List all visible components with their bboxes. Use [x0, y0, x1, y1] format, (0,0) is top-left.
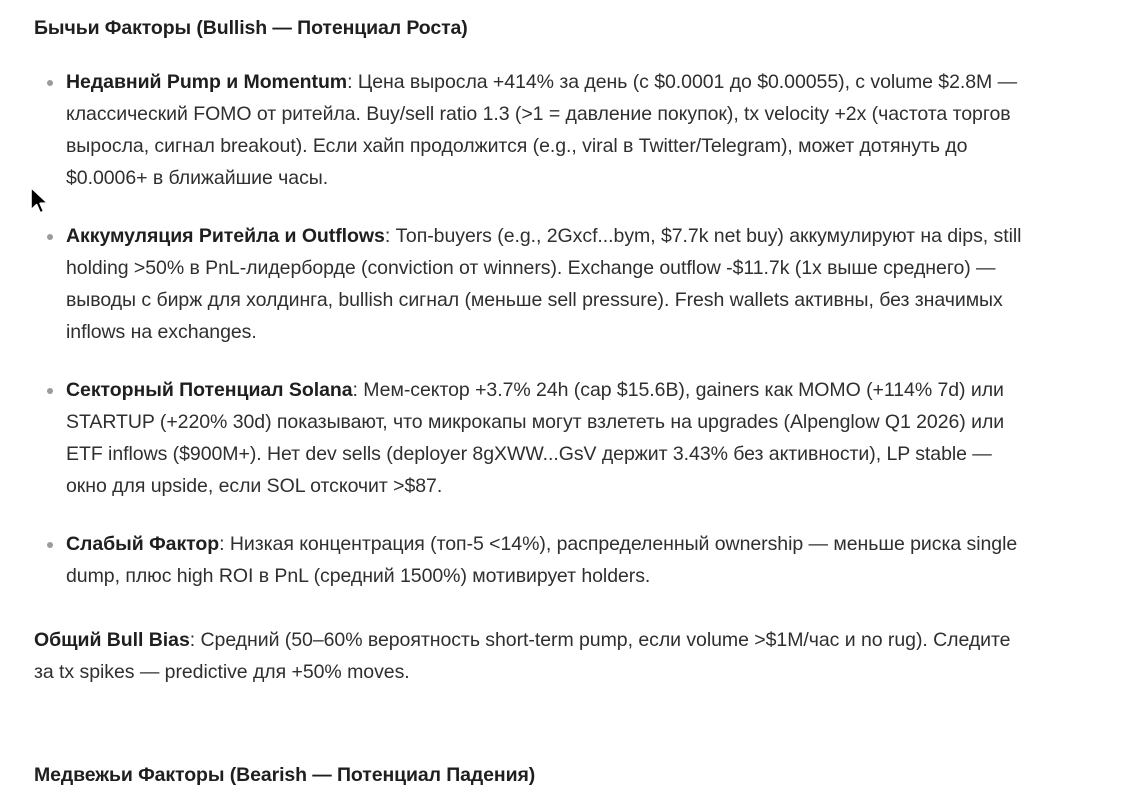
list-item	[34, 374, 1034, 502]
list-item-lead: Аккумуляция Ритейла и Outflows	[66, 225, 385, 247]
bullet-dot-icon	[47, 542, 53, 548]
list-item-lead: Секторный Потенциал Solana	[66, 379, 353, 401]
bullet-dot-icon	[47, 234, 53, 240]
list-item-lead: Слабый Фактор	[66, 533, 220, 555]
document-content	[34, 14, 1034, 708]
list-item-lead: Недавний Pump и Momentum	[66, 71, 348, 93]
list-item-body: : Топ-buyers (e.g., 2Gxcf...bym, $7.7k net buy) аккумулируют на dips, still holding >50% в PnL-лидерборде (conviction от winners). Exchange outflow -$11.7k (1x выше среднего) — выводы с бирж для холдинга, bullish сигнал (меньше sell pressure). Fresh wallets активны, без значимых inflows на exchanges.	[66, 225, 1022, 343]
page-title: Бычьи Факторы (Bullish — Потенциал Роста)	[34, 17, 468, 39]
bull-bias-lead: Общий Bull Bias	[34, 629, 190, 651]
list-item	[34, 66, 1034, 194]
bull-bias-body: : Средний (50–60% вероятность short-term pump, если volume >$1M/час и no rug). Следите за tx spikes — predictive для +50% moves.	[34, 629, 1011, 683]
list-item-body: : Мем-сектор +3.7% 24h (cap $15.6B), gainers как MOMO (+114% 7d) или STARTUP (+220% 30d) показывают, что микрокапы могут взлететь на upgrades (Alpenglow Q1 2026) или ETF inflows ($900M+). Нет dev sells (deployer 8gXWW...GsV держит 3.43% без активности), LP stable — окно для upside, если SOL отскочит >$87.	[66, 379, 1005, 497]
list-item	[34, 220, 1034, 348]
bearish-factors-heading: Медвежьи Факторы (Bearish — Потенциал Падения)	[34, 764, 536, 786]
list-item-body: : Цена выросла +414% за день (с $0.0001 до $0.00055), с volume $2.8M — классический FOMO от ритейла. Buy/sell ratio 1.3 (>1 = давление покупок), tx velocity +2x (частота торгов выросла, сигнал breakout). Если хайп продолжится (e.g., viral в Twitter/Telegram), может дотянуть до $0.0006+ в ближайшие часы.	[66, 71, 1018, 189]
bullet-dot-icon	[47, 388, 53, 394]
bullet-dot-icon	[47, 80, 53, 86]
list-item	[34, 528, 1034, 592]
bullish-factors-list	[34, 66, 1034, 592]
bull-bias-summary	[34, 624, 1034, 688]
list-item-body: : Низкая концентрация (топ-5 <14%), распределенный ownership — меньше риска single dump, плюс high ROI в PnL (средний 1500%) мотивирует holders.	[66, 533, 1018, 587]
